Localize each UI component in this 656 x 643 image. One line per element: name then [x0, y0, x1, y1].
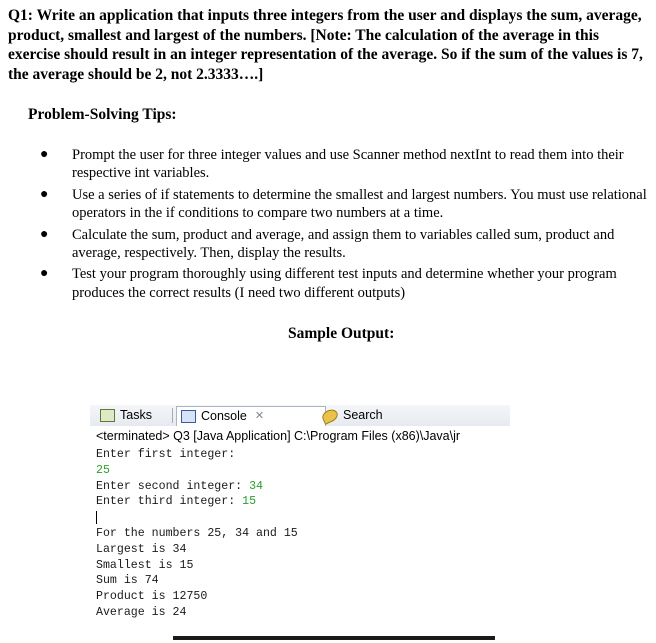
- tip-text: Calculate the sum, product and average, and assign them to variables called sum, product and average, respectively. Then, display the results.: [72, 226, 615, 262]
- output-text: For the numbers 25, 34 and 15: [96, 526, 298, 540]
- tip-text: Use a series of if statements to determine the smallest and largest numbers. You must use relational operators in the if conditions to compare two numbers at a time.: [72, 186, 647, 222]
- console-line: [96, 526, 298, 542]
- bullet-icon: ●: [40, 147, 49, 162]
- tab-search[interactable]: [318, 407, 387, 424]
- question-text: Q1: Write an application that inputs three integers from the user and displays the sum, average, product, smallest and largest of the numbers. [Note: The calculation of the average in this exercise should result in an integer representation of the average. So if the sum of the values is 7, the average should be 2, not 2.3333….]: [8, 7, 643, 83]
- console-line: [96, 510, 298, 526]
- console-line: [96, 447, 298, 463]
- tips-heading: Problem-Solving Tips:: [28, 106, 177, 123]
- user-input: 34: [249, 479, 263, 493]
- output-text: Largest is 34: [96, 542, 187, 556]
- console-view: [90, 405, 590, 620]
- tip-text: Prompt the user for three integer values and use Scanner method nextInt to read them into their respective int variables.: [72, 147, 624, 182]
- tab-console[interactable]: [176, 406, 326, 426]
- tips-list: [26, 146, 652, 305]
- tab-console-label: Console: [201, 409, 247, 423]
- console-line: [96, 558, 298, 574]
- tasks-icon: [100, 409, 115, 422]
- console-status: <terminated> Q3 [Java Application] C:\Program Files (x86)\Java\jr: [96, 429, 461, 443]
- tab-search-label: Search: [343, 408, 383, 422]
- user-input: 25: [96, 463, 110, 477]
- console-icon: [181, 410, 196, 423]
- console-line: [96, 463, 298, 479]
- search-icon: [320, 407, 340, 425]
- tab-tasks[interactable]: [96, 407, 156, 424]
- sample-output-heading: Sample Output:: [288, 325, 395, 342]
- console-line: [96, 494, 298, 510]
- bullet-icon: ●: [40, 226, 49, 242]
- output-text: Sum is 74: [96, 574, 159, 588]
- bullet-icon: ●: [40, 266, 49, 282]
- tip-item: [26, 186, 652, 223]
- bottom-scroll-bar[interactable]: [173, 636, 495, 640]
- tip-item: [26, 265, 652, 302]
- text-cursor: [96, 511, 97, 524]
- tab-separator: [172, 408, 173, 423]
- tip-item: [26, 226, 652, 263]
- console-line: [96, 573, 298, 589]
- console-line: [96, 479, 298, 495]
- output-text: Smallest is 15: [96, 558, 194, 572]
- bullet-icon: ●: [40, 186, 49, 202]
- output-text: Average is 24: [96, 605, 187, 619]
- console-line: [96, 589, 298, 605]
- close-icon[interactable]: ✕: [254, 410, 265, 422]
- tip-text: Test your program thoroughly using different test inputs and determine whether your program produces the correct results (I need two different outputs): [72, 266, 617, 301]
- prompt-text: Enter third integer:: [96, 495, 243, 509]
- console-output[interactable]: [96, 447, 298, 621]
- prompt-text: Enter first integer:: [96, 448, 236, 461]
- console-tab-bar: [90, 405, 510, 426]
- output-text: Product is 12750: [96, 590, 208, 604]
- prompt-text: Enter second integer:: [96, 479, 250, 493]
- tip-item: [26, 146, 652, 183]
- tab-tasks-label: Tasks: [120, 408, 152, 422]
- console-line: [96, 542, 298, 558]
- user-input: 15: [242, 495, 257, 509]
- console-line: [96, 605, 298, 621]
